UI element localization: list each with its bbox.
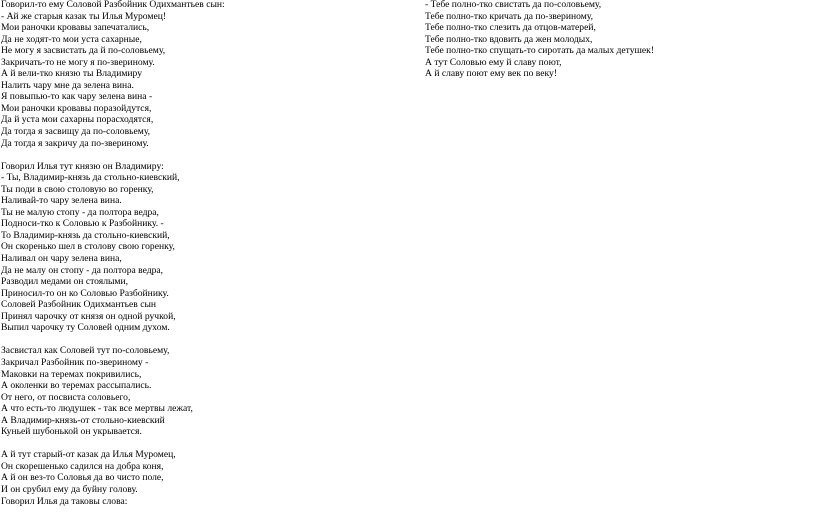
text-line: Засвистал как Соловей тут по-соловьему,: [1, 345, 170, 357]
left-column: [1, 0, 401, 519]
text-line: - Ты, Владимир-князь да стольно-киевский,: [1, 172, 180, 184]
text-line: Тебе полно-тко кричать да по-звериному,: [425, 10, 594, 22]
text-line: Не могу я засвистать да й по-соловьему,: [1, 45, 166, 57]
text-line: Говорил-то ему Соловой Разбойник Одихмантьев сын:: [1, 0, 225, 10]
text-line: Тебе полно-тко вдовить да жен молодых,: [425, 33, 593, 45]
text-line: Приносил-то он ко Соловью Разбойнику.: [1, 287, 169, 299]
text-line: Разводил медами он стоялыми,: [1, 276, 129, 288]
text-line: Да не ходят-то мои уста сахарные,: [1, 33, 142, 45]
text-line: А тут Соловью ему й славу поют,: [425, 56, 562, 68]
text-line: И он срубил ему да буйну голову.: [1, 483, 138, 495]
stanza: [425, 0, 815, 80]
text-line: Тебе полно-тко слезить да отцов-матерей,: [425, 22, 596, 34]
text-line: Он скорешенько садился на добра коня,: [1, 460, 164, 472]
text-line: Я повыпью-то как чару зелена вина -: [1, 91, 153, 103]
text-line: - Тебе полно-тко свистать да по-соловьему,: [425, 0, 602, 10]
text-line: Подноси-тко к Соловью к Разбойнику. -: [1, 218, 164, 230]
text-line: Говорил Илья да таковы слова:: [1, 495, 128, 507]
text-line: А й славу поют ему век по веку!: [425, 68, 558, 80]
text-line: Куньей шубонькой он укрывается.: [1, 426, 142, 438]
text-line: Закричать-то не могу я по-звериному.: [1, 56, 155, 68]
text-line: А Владимир-князь-от стольно-киевский: [1, 414, 165, 426]
text-line: А й он вез-то Соловья да во чисто поле,: [1, 472, 164, 484]
text-line: Наливал он чару зелена вина,: [1, 253, 122, 265]
text-line: А й тут старый-от казак да Илья Муромец,: [1, 449, 176, 461]
stanza: [1, 161, 401, 334]
text-line: А й вели-тко князю ты Владимиру: [1, 68, 143, 80]
text-line: То Владимир-князь да стольно-киевский,: [1, 229, 170, 241]
text-line: Налить чару мне да зелена вина.: [1, 79, 134, 91]
text-line: Мои раночки кровавы запечатались,: [1, 22, 150, 34]
text-line: Да не малу он стопу - да полтора ведра,: [1, 264, 164, 276]
text-line: Да тогда я засвищу да по-соловьему,: [1, 126, 151, 138]
text-line: Принял чарочку от князя он одной ручкой,: [1, 310, 176, 322]
text-line: А околенки во теремах рассыпались.: [1, 380, 152, 392]
text-line: А что есть-то людушек - так все мертвы лежат,: [1, 403, 193, 415]
text-line: - Ай же старыя казак ты Илья Муромец!: [1, 10, 167, 22]
text-line: Ты поди в свою столовую во горенку,: [1, 183, 154, 195]
stanza: [1, 0, 401, 149]
stanza: [1, 345, 401, 437]
text-line: Говорил Илья тут князю он Владимиру:: [1, 160, 164, 172]
text-line: Да й уста мои сахарны порасходятся,: [1, 114, 154, 126]
stanza: [1, 449, 401, 507]
text-line: Тебе полно-тко спущать-то сиротать да малых детушек!: [425, 45, 655, 57]
text-line: От него, от посвиста соловьего,: [1, 391, 131, 403]
text-line: Он скоренько шел в столову свою горенку,: [1, 241, 175, 253]
text-line: Соловей Разбойник Одихмантьев сын: [1, 299, 157, 311]
text-line: Закричал Разбойник по-звериному -: [1, 356, 149, 368]
text-line: Наливай-то чару зелена вина.: [1, 195, 122, 207]
text-line: Ты не малую стопу - да полтора ведра,: [1, 206, 159, 218]
text-line: Мои раночки кровавы поразойдутся,: [1, 102, 152, 114]
right-column: [425, 0, 815, 91]
text-line: Маковки на теремах покривились,: [1, 368, 142, 380]
text-line: Выпил чарочку ту Соловей одним духом.: [1, 322, 170, 334]
text-line: Да тогда я закричу да по-звериному.: [1, 137, 149, 149]
